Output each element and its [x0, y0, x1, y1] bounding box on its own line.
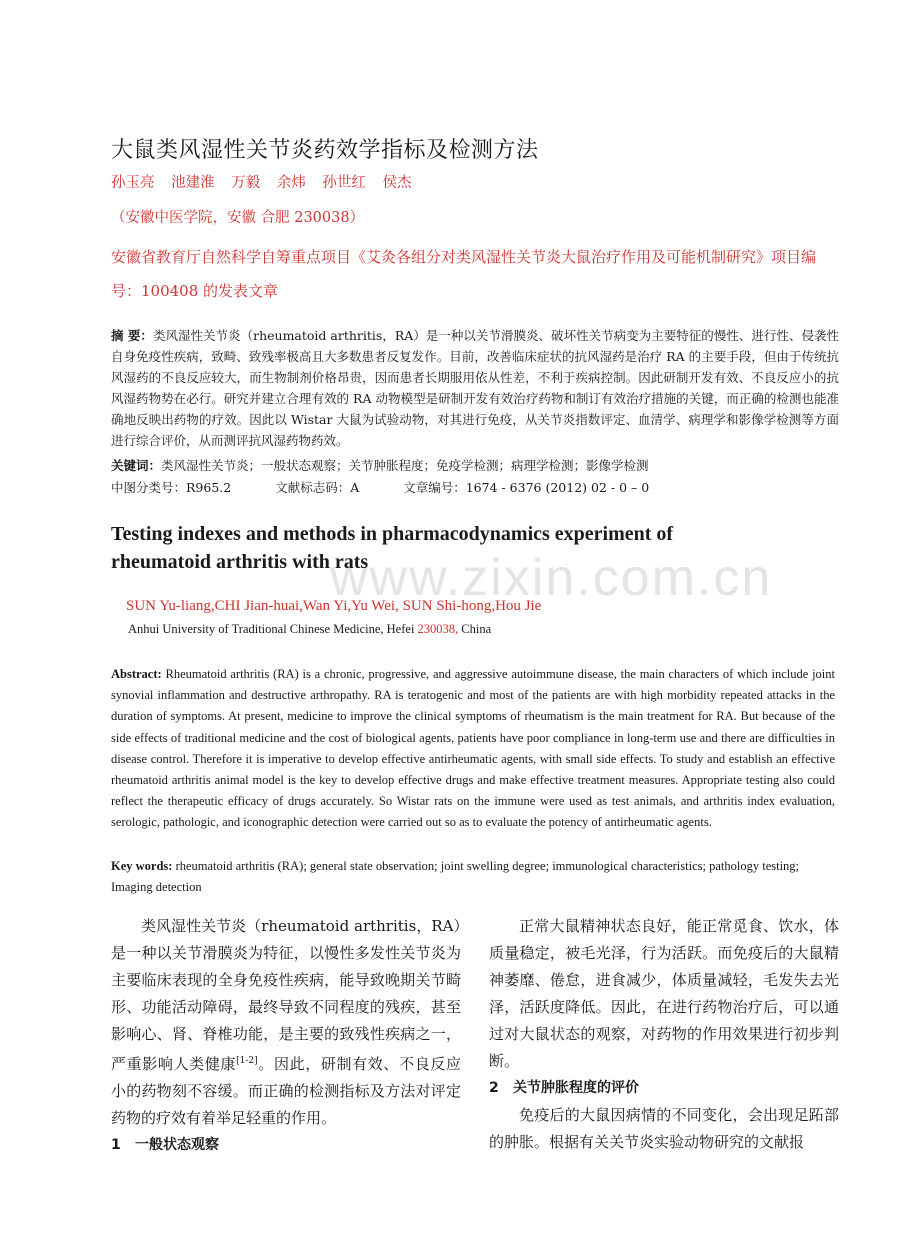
section-title: 关节肿胀程度的评价 — [513, 1080, 639, 1096]
citation-ref: [1-2] — [236, 1056, 258, 1066]
affiliation-en — [128, 622, 491, 637]
authors-en: SUN Yu-liang,CHI Jian-huai,Wan Yi,Yu Wei, SUN Shi-hong,Hou Jie — [126, 598, 542, 614]
abstract-en-text: Rheumatoid arthritis (RA) is a chronic, progressive, and aggressive autoimmune disease, the main characters of which include joint synovial inflammation and destructive arthropathy. RA is teratogenic and most of the patients are with high morbidity repeated attacks in the duration of symptoms. At present, medicine to improve the clinical symptoms of rheumatism is the main treatment for RA. But because of the side effects of traditional medicine and the cost of biological agents, patients have poor compliance in long-term use and there are difficulties in disease control. Therefore it is imperative to develop effective antirheumatic agents, with small side effects. To study and establish an effective rheumatoid arthritis animal model is the key to develop effective drugs and make effective treatment measures. Appropriate testing also could reflect the therapeutic efficacy of drugs accurately. So Wistar rats on the immune were used as test animals, and arthritis index evaluation, serologic, pathologic, and iconographic detection were carried out so as to evaluate the potency of antirheumatic agents. — [111, 667, 835, 830]
abstract-en — [111, 664, 835, 834]
keywords-en — [111, 856, 835, 898]
affiliation-en-text: Anhui University of Traditional Chinese Medicine, Hefei — [128, 622, 418, 636]
abstract-cn-text: 类风湿性关节炎（rheumatoid arthritis，RA）是一种以关节滑膜炎、破坏性关节病变为主要特征的慢性、进行性、侵袭性自身免疫性疾病，致畸、致残率极高且大多数患者反复发作。目前，改善临床症状的抗风湿药是治疗 RA 的主要手段，但由于传统抗风湿药的不良反应较大，而生物制剂价格昂贵，因而患者长期服用依从性差，不利于疾病控制。因此研制开发有效、不良反应小的抗风湿药物势在必行。研究并建立合理有效的 RA 动物模型是研制开发有效治疗药物和制订有效治疗措施的关键，而正确的检测也能准确地反映出药物的疗效。因此以 Wistar 大鼠为试验动物，对其进行免疫，从关节炎指数评定、血清学、病理学和影像学检测等方面进行综合评价，从而测评抗风湿药物药效。 — [111, 328, 839, 448]
intro-text-end: 。因此，研制有效、不良反应小的药物刻不容缓。而正确的检测指标及方法对评定药物的疗效有着举足轻重的作用。 — [111, 1055, 461, 1127]
section-heading-2 — [489, 1075, 839, 1102]
keywords-en-text: rheumatoid arthritis (RA); general state observation; joint swelling degree; immunological characteristics; pathology testing; Imaging detection — [111, 859, 800, 894]
section-number: 1 — [111, 1137, 121, 1153]
section-title: 一般状态观察 — [135, 1137, 219, 1153]
authors-cn: 孙玉亮 池建淮 万毅 余炜 孙世红 侯杰 — [111, 175, 412, 191]
intro-paragraph — [111, 913, 461, 1132]
abstract-cn — [111, 325, 839, 451]
keywords-cn — [111, 456, 839, 474]
joint-swelling-paragraph: 免疫后的大鼠因病情的不同变化，会出现足跖部的肿胀。根据有关关节炎实验动物研究的文献报 — [489, 1106, 839, 1151]
keywords-en-label: Key words: — [111, 859, 173, 873]
funding-cn: 安徽省教育厅自然科学自筹重点项目《艾灸各组分对类风湿性关节炎大鼠治疗作用及可能机制研究》项目编号：100408 的发表文章 — [111, 248, 817, 300]
title-en: Testing indexes and methods in pharmacodynamics experiment of rheumatoid arthritis with rats — [111, 523, 674, 573]
title-cn: 大鼠类风湿性关节炎药效学指标及检测方法 — [111, 138, 539, 163]
abstract-cn-label: 摘 要： — [111, 328, 153, 343]
watermark: www.zixin.com.cn — [330, 549, 773, 607]
affiliation-en-country: China — [458, 622, 492, 636]
body-column-left — [111, 913, 461, 1159]
section-number: 2 — [489, 1080, 499, 1096]
body-column-right — [489, 913, 839, 1156]
affiliation-en-zip: 230038, — [417, 622, 459, 636]
abstract-en-label: Abstract: — [111, 667, 162, 681]
document-code: 文献标志码：A — [275, 480, 360, 495]
section-heading-1 — [111, 1132, 461, 1159]
general-state-paragraph: 正常大鼠精神状态良好，能正常觅食、饮水，体质量稳定，被毛光泽，行为活跃。而免疫后的大鼠精神萎靡、倦怠，进食减少，体质量减轻，毛发失去光泽，活跃度降低。因此，在进行药物治疗后，可以通过对大鼠状态的观察，对药物的作用效果进行初步判断。 — [489, 917, 839, 1070]
clc-number: 中图分类号：R965.2 — [111, 480, 232, 495]
article-number: 文章编号：1674 - 6376 (2012) 02 - 0 – 0 — [403, 480, 650, 495]
classification-cn — [111, 478, 689, 496]
intro-text: 类风湿性关节炎（rheumatoid arthritis，RA）是一种以关节滑膜炎为特征，以慢性多发性关节炎为主要临床表现的全身免疫性疾病，能导致晚期关节畸形、功能活动障碍，最终导致不同程度的残疾，甚至影响心、肾、脊椎功能，是主要的致残性疾病之一，严重影响人类健康 — [111, 917, 461, 1073]
keywords-cn-text: 类风湿性关节炎；一般状态观察；关节肿胀程度；免疫学检测；病理学检测；影像学检测 — [161, 458, 649, 473]
keywords-cn-label: 关键词： — [111, 458, 162, 473]
affiliation-cn: （安徽中医学院，安徽 合肥 230038） — [111, 210, 365, 226]
